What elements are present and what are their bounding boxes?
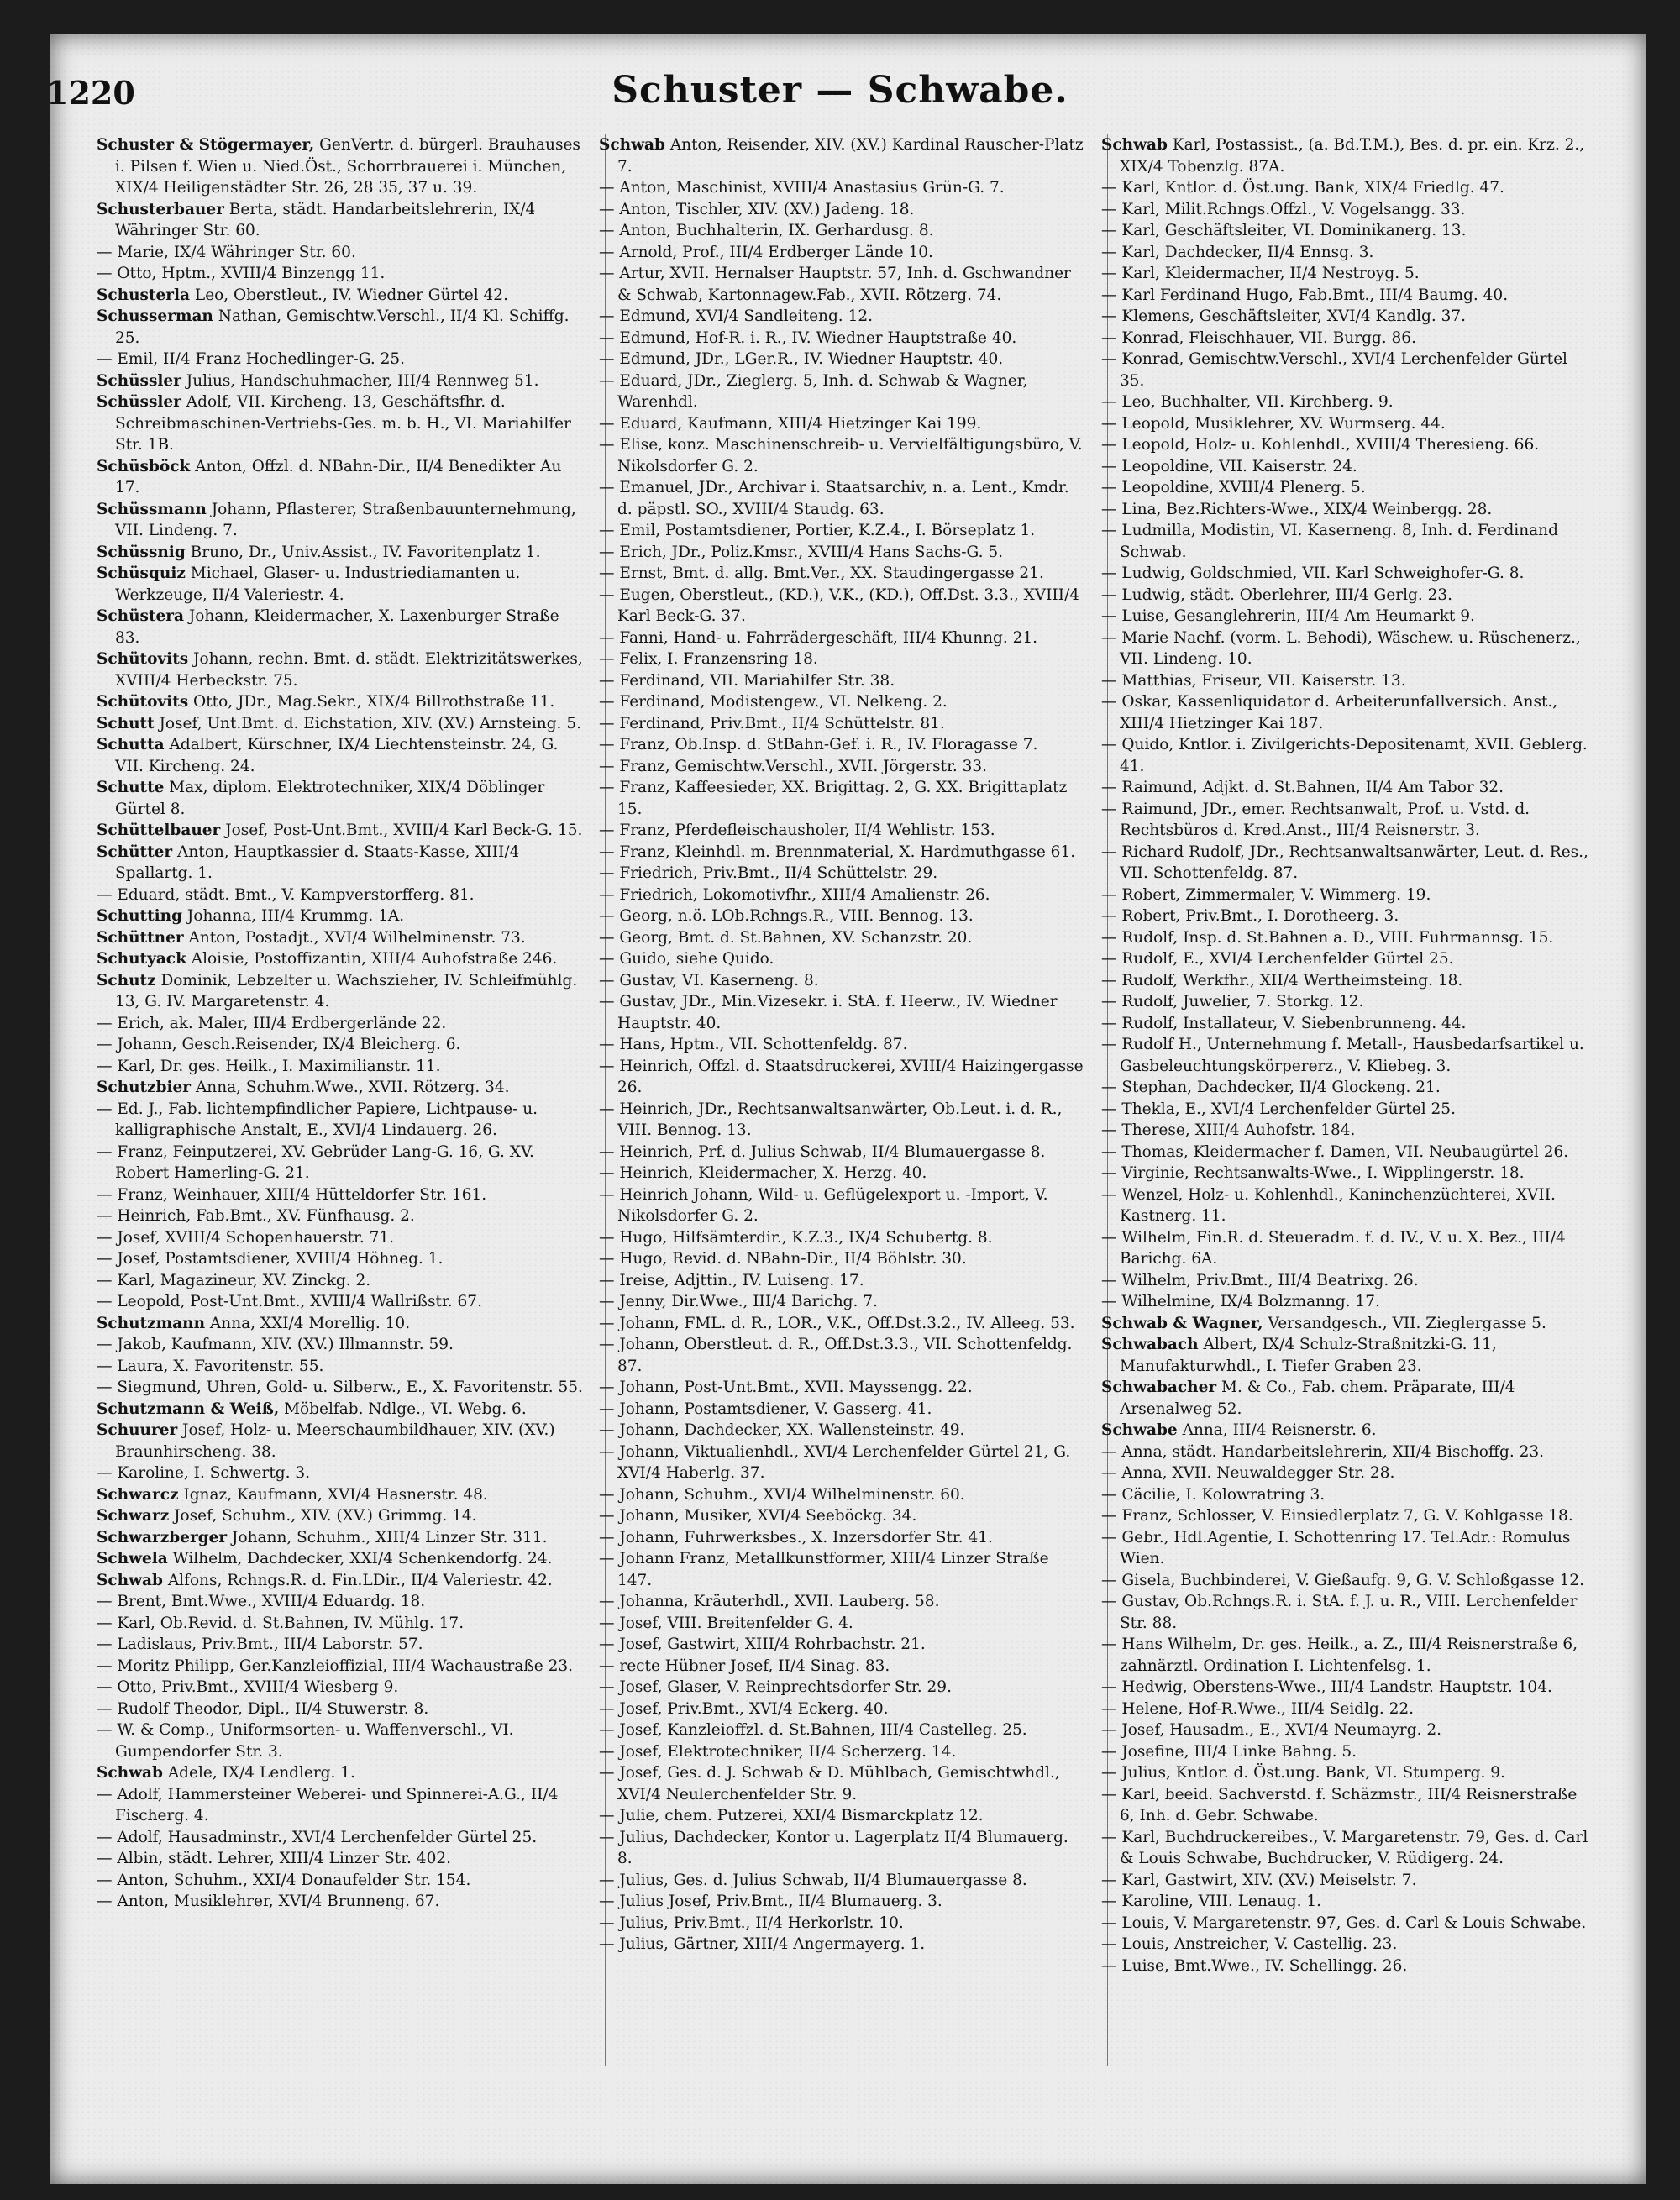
directory-entry: Schutt Josef, Unt.Bmt. d. Eichstation, XIV. (XV.) Arnsteing. 5. (97, 714, 581, 732)
directory-entry: — Franz, Schlosser, V. Einsiedlerplatz 7, G. V. Kohlgasse 18. (1101, 1507, 1573, 1525)
directory-entry: — Karoline, VIII. Lenaug. 1. (1101, 1893, 1322, 1910)
running-head: Schuster — Schwabe. (612, 69, 1068, 112)
directory-entry: — Josef, Gastwirt, XIII/4 Rohrbachstr. 21. (599, 1636, 926, 1653)
directory-entry: Schutzmann & Weiß, Möbelfab. Ndlge., VI. Webg. 6. (97, 1399, 527, 1418)
directory-entry: — Ireise, Adjttin., IV. Luiseng. 17. (599, 1271, 864, 1289)
directory-entry: Schüsquiz Michael, Glaser- u. Industriediamanten u. Werkzeuge, II/4 Valeriestr. 4. (97, 564, 521, 604)
directory-entry: — Robert, Priv.Bmt., I. Dorotheerg. 3. (1101, 907, 1399, 925)
directory-entry: — Hans, Hptm., VII. Schottenfeldg. 87. (599, 1036, 908, 1053)
directory-entry: — Wilhelmine, IX/4 Bolzmanng. 17. (1101, 1293, 1380, 1310)
directory-entry: Schutzbier Anna, Schuhm.Wwe., XVII. Rötzerg. 34. (97, 1079, 510, 1096)
directory-entry: — Louis, V. Margaretenstr. 97, Ges. d. Carl & Louis Schwabe. (1101, 1914, 1587, 1932)
directory-entry: — Anna, städt. Handarbeitslehrerin, XII/4 Bischoffg. 23. (1101, 1442, 1545, 1461)
directory-entry: Schwabe Anna, III/4 Reisnerstr. 6. (1101, 1421, 1377, 1439)
directory-entry: — Julius Josef, Priv.Bmt., II/4 Blumauerg. 3. (599, 1893, 942, 1910)
directory-entry: Schutte Max, diplom. Elektrotechniker, XIX/4 Döblinger Gürtel 8. (97, 779, 545, 818)
directory-entry: — Artur, XVII. Hernalser Hauptstr. 57, Inh. d. Gschwandner & Schwab, Kartonnagew.Fab., XVII. Rötzerg. 74. (599, 265, 1071, 304)
directory-entry: — Therese, XIII/4 Auhofstr. 184. (1101, 1121, 1356, 1139)
directory-entry: — Josef, Hausadm., E., XVI/4 Neumayrg. 2. (1101, 1721, 1441, 1739)
directory-entry: — Hugo, Hilfsämterdir., K.Z.3., IX/4 Schubertg. 8. (599, 1228, 993, 1247)
directory-entry: — Siegmund, Uhren, Gold- u. Silberw., E., X. Favoritenstr. 55. (97, 1378, 583, 1396)
directory-entry: — Julie, chem. Putzerei, XXI/4 Bismarckplatz 12. (599, 1807, 984, 1825)
directory-entry: Schutta Adalbert, Kürschner, IX/4 Liechtensteinstr. 24, G. VII. Kircheng. 24. (97, 736, 559, 775)
directory-entry: — Laura, X. Favoritenstr. 55. (97, 1357, 324, 1375)
directory-entry: — Robert, Zimmermaler, V. Wimmerg. 19. (1101, 885, 1431, 904)
directory-entry: — Erich, ak. Maler, III/4 Erdbergerlände 22. (97, 1014, 447, 1032)
directory-entry: — Johann, Post-Unt.Bmt., XVII. Mayssengg. 22. (599, 1378, 973, 1396)
directory-entry: — Josef, Ges. d. J. Schwab & D. Mühlbach, Gemischtwhdl., XVI/4 Neulerchenfelder Str. 9. (599, 1764, 1060, 1804)
directory-entry: — Edmund, Hof-R. i. R., IV. Wiedner Hauptstraße 40. (599, 328, 1017, 347)
directory-entry: — Karoline, I. Schwertg. 3. (97, 1464, 311, 1482)
directory-entry: — Virginie, Rechtsanwalts-Wwe., I. Wipplingerstr. 18. (1101, 1164, 1525, 1182)
directory-entry: Schwab & Wagner, Versandgesch., VII. Zieglergasse 5. (1101, 1314, 1546, 1332)
directory-entry: — Franz, Ob.Insp. d. StBahn-Gef. i. R., IV. Floragasse 7. (599, 736, 1038, 753)
directory-entry: — Konrad, Gemischtw.Verschl., XVI/4 Lerchenfelder Gürtel 35. (1101, 350, 1567, 390)
directory-entry: — Anton, Maschinist, XVIII/4 Anastasius Grün-G. 7. (599, 179, 1005, 197)
directory-entry: — Franz, Gemischtw.Verschl., XVII. Jörgerstr. 33. (599, 757, 988, 775)
directory-entry: Schwab Alfons, Rchngs.R. d. Fin.LDir., II/4 Valeriestr. 42. (97, 1571, 553, 1589)
directory-entry: — Heinrich, JDr., Rechtsanwaltsanwärter, Ob.Leut. i. d. R., VIII. Bennog. 13. (599, 1100, 1063, 1139)
directory-entry: — Johann, Schuhm., XVI/4 Wilhelminenstr. 60. (599, 1485, 965, 1504)
directory-entry: Schüssmann Johann, Pflasterer, Straßenbauunternehmung, VII. Lindeng. 7. (97, 500, 576, 539)
directory-entry: — Felix, I. Franzensring 18. (599, 650, 818, 668)
directory-entry: — Leopoldine, VII. Kaiserstr. 24. (1101, 457, 1357, 475)
directory-entry: — Jenny, Dir.Wwe., III/4 Barichg. 7. (599, 1293, 878, 1310)
directory-entry: Schwab Adele, IX/4 Lendlerg. 1. (97, 1764, 355, 1782)
directory-entry: — Eduard, Kaufmann, XIII/4 Hietzinger Kai 199. (599, 414, 982, 433)
directory-entry: — Leopold, Musiklehrer, XV. Wurmserg. 44. (1101, 414, 1446, 433)
directory-entry: — Luise, Bmt.Wwe., IV. Schellingg. 26. (1101, 1956, 1408, 1975)
directory-entry: Schutting Johanna, III/4 Krummg. 1A. (97, 907, 405, 925)
directory-entry: Schüssler Adolf, VII. Kircheng. 13, Geschäftsfhr. d. Schreibmaschinen-Vertriebs-Ges. m. b. H., VI. Mariahilfer Str. 1B. (97, 393, 571, 454)
directory-entry: — Rudolf H., Unternehmung f. Metall-, Hausbedarfsartikel u. Gasbeleuchtungskörpererz., V. Kliebeg. 3. (1101, 1036, 1584, 1075)
directory-entry: Schütter Anton, Hauptkassier d. Staats-Kasse, XIII/4 Spallartg. 1. (97, 843, 520, 882)
directory-entry: — Louis, Anstreicher, V. Castellig. 23. (1101, 1935, 1398, 1953)
directory-entry: — Erich, JDr., Poliz.Kmsr., XVIII/4 Hans Sachs-G. 5. (599, 543, 1004, 561)
directory-entry: — Arnold, Prof., III/4 Erdberger Lände 10. (599, 243, 933, 261)
directory-entry: — Richard Rudolf, JDr., Rechtsanwaltsanwärter, Leut. d. Res., VII. Schottenfeldg. 87. (1101, 843, 1588, 882)
directory-entry: — Karl, Buchdruckereibes., V. Margaretenstr. 79, Ges. d. Carl & Louis Schwabe, Buchdrucker, V. Rüdigerg. 24. (1101, 1828, 1588, 1867)
directory-entry: Schutyack Aloisie, Postoffizantin, XIII/4 Auhofstraße 246. (97, 950, 558, 968)
directory-entry: — Julius, Kntlor. d. Öst.ung. Bank, VI. Stumperg. 9. (1101, 1764, 1505, 1782)
directory-entry: — Franz, Kaffeesieder, XX. Brigittag. 2, G. XX. Brigittaplatz 15. (599, 779, 1068, 818)
directory-entry: — Fanni, Hand- u. Fahrrädergeschäft, III/4 Khunng. 21. (599, 628, 1038, 647)
directory-entry: — Anton, Schuhm., XXI/4 Donaufelder Str. 154. (97, 1871, 471, 1889)
directory-entry: — Emanuel, JDr., Archivar i. Staatsarchiv, n. a. Lent., Kmdr. d. päpstl. SO., XVIII/4 Staudg. 63. (599, 479, 1069, 518)
directory-entry: — Heinrich, Kleidermacher, X. Herzg. 40. (599, 1164, 927, 1182)
directory-entry: — Georg, n.ö. LOb.Rchngs.R., VIII. Bennog. 13. (599, 907, 974, 925)
directory-entry: — Karl, Ob.Revid. d. St.Bahnen, IV. Mühlg. 17. (97, 1614, 465, 1632)
directory-entry: — Adolf, Hammersteiner Weberei- und Spinnerei-A.G., II/4 Fischerg. 4. (97, 1785, 559, 1825)
directory-entry: Schüttelbauer Josef, Post-Unt.Bmt., XVIII/4 Karl Beck-G. 15. (97, 822, 583, 839)
directory-entry: — Anton, Buchhalterin, IX. Gerhardusg. 8. (599, 222, 934, 239)
directory-entry: Schuster & Stögermayer, GenVertr. d. bürgerl. Brauhauses i. Pilsen f. Wien u. Nied.Öst., Schorrbrauerei i. München, XIX/4 Heiligenstädter Str. 26, 28 35, 37 u. 39. (97, 136, 580, 197)
directory-entry: — Helene, Hof-R.Wwe., III/4 Seidlg. 22. (1101, 1699, 1415, 1718)
directory-entry: — Josef, XVIII/4 Schopenhauerstr. 71. (97, 1228, 395, 1247)
directory-entry: — Johann, Oberstleut. d. R., Off.Dst.3.3., VII. Schottenfeldg. 87. (599, 1336, 1073, 1375)
directory-entry: Schwela Wilhelm, Dachdecker, XXI/4 Schenkendorfg. 24. (97, 1550, 553, 1567)
directory-entry: — Josefine, III/4 Linke Bahng. 5. (1101, 1742, 1357, 1761)
directory-entry: Schwab Anton, Reisender, XIV. (XV.) Kardinal Rauscher-Platz 7. (599, 136, 1084, 176)
directory-entry: — Hedwig, Oberstens-Wwe., III/4 Landstr. Hauptstr. 104. (1101, 1678, 1552, 1696)
directory-entry: — Friedrich, Lokomotivfhr., XIII/4 Amalienstr. 26. (599, 885, 990, 904)
directory-entry: — Ludwig, Goldschmied, VII. Karl Schweighofer-G. 8. (1101, 564, 1525, 582)
directory-entry: — Gebr., Hdl.Agentie, I. Schottenring 17. Tel.Adr.: Romulus Wien. (1101, 1528, 1571, 1567)
directory-entry: — Eduard, JDr., Zieglerg. 5, Inh. d. Schwab & Wagner, Warenhdl. (599, 371, 1028, 411)
directory-entry: — Marie, IX/4 Währinger Str. 60. (97, 243, 356, 261)
directory-entry: — Leopoldine, XVIII/4 Plenerg. 5. (1101, 479, 1366, 496)
directory-entry: — Emil, Postamtsdiener, Portier, K.Z.4., I. Börseplatz 1. (599, 522, 1036, 539)
directory-entry: Schüstera Johann, Kleidermacher, X. Laxenburger Straße 83. (97, 607, 559, 647)
directory-entry: — Ed. J., Fab. lichtempfindlicher Papiere, Lichtpause- u. kalligraphische Anstalt, E., XVI/4 Lindauerg. 26. (97, 1100, 538, 1139)
directory-entry: — Leopold, Holz- u. Kohlenhdl., XVIII/4 Theresieng. 66. (1101, 436, 1540, 454)
directory-entry: — Albin, städt. Lehrer, XIII/4 Linzer Str. 402. (97, 1850, 451, 1867)
directory-entry: — Johanna, Kräuterhdl., XVII. Lauberg. 58. (599, 1593, 940, 1610)
directory-entry: — Leopold, Post-Unt.Bmt., XVIII/4 Wallrißstr. 67. (97, 1293, 482, 1310)
directory-entry: — Heinrich, Offzl. d. Staatsdruckerei, XVIII/4 Haizingergasse 26. (599, 1057, 1084, 1096)
directory-entry: — Heinrich, Prf. d. Julius Schwab, II/4 Blumauergasse 8. (599, 1142, 1046, 1161)
directory-entry: — Rudolf Theodor, Dipl., II/4 Stuwerstr. 8. (97, 1699, 429, 1718)
directory-entry: — Ludmilla, Modistin, VI. Kaserneng. 8, Inh. d. Ferdinand Schwab. (1101, 522, 1558, 561)
directory-entry: — Luise, Gesanglehrerin, III/4 Am Heumarkt 9. (1101, 607, 1475, 625)
directory-entry: — Raimund, Adjkt. d. St.Bahnen, II/4 Am Tabor 32. (1101, 779, 1504, 796)
directory-entry: — Otto, Priv.Bmt., XVIII/4 Wiesberg 9. (97, 1678, 399, 1696)
directory-entry: — Stephan, Dachdecker, II/4 Glockeng. 21. (1101, 1079, 1441, 1096)
directory-entry: — Johann, Fuhrwerksbes., X. Inzersdorfer Str. 41. (599, 1528, 993, 1546)
directory-entry: — Lina, Bez.Richters-Wwe., XIX/4 Weinbergg. 28. (1101, 500, 1493, 518)
directory-entry: — Guido, siehe Quido. (599, 950, 774, 968)
directory-entry: — Gustav, Ob.Rchngs.R. i. StA. f. J. u. R., VIII. Lerchenfelder Str. 88. (1101, 1593, 1578, 1632)
directory-entry: — Ferdinand, Priv.Bmt., II/4 Schüttelstr. 81. (599, 714, 945, 732)
directory-entry: Schütovits Johann, rechn. Bmt. d. städt. Elektrizitätswerkes, XVIII/4 Herbeckstr. 75. (97, 650, 583, 690)
directory-entry: — Karl, Geschäftsleiter, VI. Dominikanerg. 13. (1101, 222, 1467, 239)
directory-entry: Schutzmann Anna, XXI/4 Morellig. 10. (97, 1314, 411, 1332)
directory-entry: — Rudolf, E., XVI/4 Lerchenfelder Gürtel 25. (1101, 950, 1454, 968)
directory-entry: Schwarcz Ignaz, Kaufmann, XVI/4 Hasnerstr. 48. (97, 1485, 488, 1504)
directory-entry: — Ferdinand, VII. Mariahilfer Str. 38. (599, 671, 895, 690)
directory-entry: Schüssnig Bruno, Dr., Univ.Assist., IV. Favoritenplatz 1. (97, 543, 541, 561)
directory-entry: — Cäcilie, I. Kolowratring 3. (1101, 1485, 1326, 1504)
directory-entry: Schütovits Otto, JDr., Mag.Sekr., XIX/4 Billrothstraße 11. (97, 693, 555, 711)
directory-entry: — recte Hübner Josef, II/4 Sinag. 83. (599, 1657, 890, 1675)
directory-entry: — Wenzel, Holz- u. Kohlenhdl., Kaninchenzüchterei, XVII. Kastnerg. 11. (1101, 1185, 1556, 1225)
directory-entry: — Johann, Gesch.Reisender, IX/4 Bleicherg. 6. (97, 1036, 461, 1053)
directory-entry: Schwarzberger Johann, Schuhm., XIII/4 Linzer Str. 311. (97, 1528, 548, 1546)
directory-entry: — Adolf, Hausadminstr., XVI/4 Lerchenfelder Gürtel 25. (97, 1828, 538, 1846)
directory-entry: — Josef, Glaser, V. Reinprechtsdorfer Str. 29. (599, 1678, 952, 1696)
directory-entry: Schusterbauer Berta, städt. Handarbeitslehrerin, IX/4 Währinger Str. 60. (97, 200, 536, 239)
directory-entry: — Rudolf, Werkfhr., XII/4 Wertheimsteing. 18. (1101, 971, 1463, 990)
directory-entry: Schusterla Leo, Oberstleut., IV. Wiedner Gürtel 42. (97, 286, 508, 304)
directory-entry: — Anna, XVII. Neuwaldegger Str. 28. (1101, 1464, 1395, 1482)
directory-entry: — Moritz Philipp, Ger.Kanzleioffizial, III/4 Wachaustraße 23. (97, 1657, 573, 1675)
directory-entry: — Ladislaus, Priv.Bmt., III/4 Laborstr. 57. (97, 1636, 423, 1653)
directory-entry: — Elise, konz. Maschinenschreib- u. Vervielfältigungsbüro, V. Nikolsdorfer G. 2. (599, 436, 1083, 475)
directory-entry: Schüsböck Anton, Offzl. d. NBahn-Dir., II/4 Benedikter Au 17. (97, 457, 562, 496)
directory-entry: — Rudolf, Installateur, V. Siebenbrunneng. 44. (1101, 1014, 1467, 1032)
directory-entry: — Josef, Priv.Bmt., XVI/4 Eckerg. 40. (599, 1699, 889, 1718)
directory-entry: — Karl, Gastwirt, XIV. (XV.) Meiselstr. 7. (1101, 1871, 1417, 1889)
directory-entry: Schüttner Anton, Postadjt., XVI/4 Wilhelminenstr. 73. (97, 928, 526, 947)
directory-entry: — Ernst, Bmt. d. allg. Bmt.Ver., XX. Staudingergasse 21. (599, 564, 1044, 582)
directory-entry: Schwabach Albert, IX/4 Schulz-Straßnitzki-G. 11, Manufakturwhdl., I. Tiefer Graben 23. (1101, 1336, 1497, 1375)
column-3 (1101, 134, 1588, 2150)
directory-entry: — Quido, Kntlor. i. Zivilgerichts-Depositenamt, XVII. Geblerg. 41. (1101, 736, 1588, 775)
directory-entry: — Rudolf, Juwelier, 7. Storkg. 12. (1101, 993, 1364, 1011)
directory-entry: — Thomas, Kleidermacher f. Damen, VII. Neubaugürtel 26. (1101, 1142, 1569, 1161)
directory-entry: — Oskar, Kassenliquidator d. Arbeiterunfallversich. Anst., XIII/4 Hietzinger Kai 187. (1101, 693, 1558, 732)
directory-entry: — Karl, Kleidermacher, II/4 Nestroyg. 5. (1101, 265, 1420, 282)
directory-entry: — Marie Nachf. (vorm. L. Behodi), Wäschew. u. Rüschenerz., VII. Lindeng. 10. (1101, 628, 1581, 668)
directory-entry: — Edmund, JDr., LGer.R., IV. Wiedner Hauptstr. 40. (599, 350, 1004, 368)
directory-entry: — Johann, Musiker, XVI/4 Seeböckg. 34. (599, 1507, 917, 1525)
directory-entry: — Eugen, Oberstleut., (KD.), V.K., (KD.), Off.Dst. 3.3., XVIII/4 Karl Beck-G. 37. (599, 585, 1080, 625)
directory-entry: — Otto, Hptm., XVIII/4 Binzengg 11. (97, 265, 386, 282)
directory-entry: — Leo, Buchhalter, VII. Kirchberg. 9. (1101, 393, 1394, 411)
directory-entry: — Wilhelm, Priv.Bmt., III/4 Beatrixg. 26. (1101, 1271, 1419, 1289)
directory-entry: — Johann, Viktualienhdl., XVI/4 Lerchenfelder Gürtel 21, G. XVI/4 Haberlg. 37. (599, 1442, 1071, 1482)
directory-entry: Schwab Karl, Postassist., (a. Bd.T.M.), Bes. d. pr. ein. Krz. 2., XIX/4 Tobenzlg. 87A. (1101, 136, 1585, 176)
directory-entry: — Konrad, Fleischhauer, VII. Burgg. 86. (1101, 328, 1416, 347)
directory-entry: — Heinrich Johann, Wild- u. Geflügelexport u. -Import, V. Nikolsdorfer G. 2. (599, 1185, 1048, 1225)
directory-entry: — Emil, II/4 Franz Hochedlinger-G. 25. (97, 350, 406, 368)
directory-entry: — Raimund, JDr., emer. Rechtsanwalt, Prof. u. Vstd. d. Rechtsbüros d. Kred.Anst., III/4 Reisnerstr. 3. (1101, 800, 1530, 839)
directory-entry: — Matthias, Friseur, VII. Kaiserstr. 13. (1101, 671, 1406, 690)
directory-entry: — Franz, Weinhauer, XIII/4 Hütteldorfer Str. 161. (97, 1185, 487, 1204)
directory-entry: — Ferdinand, Modistengew., VI. Nelkeng. 2. (599, 693, 948, 711)
directory-entry: — Karl, beeid. Sachverstd. f. Schäzmstr., III/4 Reisnerstraße 6, Inh. d. Gebr. Schwabe. (1101, 1785, 1578, 1825)
directory-entry: — Thekla, E., XVI/4 Lerchenfelder Gürtel 25. (1101, 1100, 1456, 1118)
directory-entry: — Jakob, Kaufmann, XIV. (XV.) Illmannstr. 59. (97, 1336, 454, 1353)
directory-entry: — Karl, Kntlor. d. Öst.ung. Bank, XIX/4 Friedlg. 47. (1101, 179, 1504, 197)
directory-entry: — Johann, Postamtsdiener, V. Gasserg. 41. (599, 1399, 932, 1418)
directory-entry: Schüssler Julius, Handschuhmacher, III/4 Rennweg 51. (97, 371, 539, 390)
directory-entry: — Gisela, Buchbinderei, V. Gießaufg. 9, G. V. Schloßgasse 12. (1101, 1571, 1584, 1589)
directory-entry: — Julius, Gärtner, XIII/4 Angermayerg. 1. (599, 1935, 926, 1953)
directory-entry: Schutz Dominik, Lebzelter u. Wachszieher, IV. Schleifmühlg. 13, G. IV. Margaretenstr. 4. (97, 971, 578, 1011)
directory-entry: Schusserman Nathan, Gemischtw.Verschl., II/4 Kl. Schiffg. 25. (97, 307, 570, 347)
directory-entry: — Friedrich, Priv.Bmt., II/4 Schüttelstr. 29. (599, 864, 938, 882)
directory-entry: — Georg, Bmt. d. St.Bahnen, XV. Schanzstr. 20. (599, 928, 973, 947)
directory-entry: — Josef, Postamtsdiener, XVIII/4 Höhneg. 1. (97, 1250, 444, 1268)
directory-entry: — Julius, Ges. d. Julius Schwab, II/4 Blumauergasse 8. (599, 1871, 1027, 1889)
directory-entry: — Karl, Magazineur, XV. Zinckg. 2. (97, 1271, 371, 1289)
directory-entry: — Brent, Bmt.Wwe., XVIII/4 Eduardg. 18. (97, 1593, 426, 1610)
directory-entry: — Julius, Priv.Bmt., II/4 Herkorlstr. 10. (599, 1914, 904, 1932)
directory-entry: — Josef, Kanzleioffzl. d. St.Bahnen, III/4 Castelleg. 25. (599, 1721, 1027, 1739)
directory-entry: — Ludwig, städt. Oberlehrer, III/4 Gerlg. 23. (1101, 585, 1453, 604)
directory-entry: — Josef, VIII. Breitenfelder G. 4. (599, 1614, 853, 1632)
directory-entry: — W. & Comp., Uniformsorten- u. Waffenverschl., VI. Gumpendorfer Str. 3. (97, 1721, 514, 1761)
directory-entry: — Klemens, Geschäftsleiter, XVI/4 Kandlg. 37. (1101, 307, 1467, 325)
directory-entry: — Anton, Musiklehrer, XVI/4 Brunneng. 67. (97, 1893, 440, 1910)
directory-entry: — Franz, Kleinhdl. m. Brennmaterial, X. Hardmuthgasse 61. (599, 843, 1076, 861)
directory-entry: — Franz, Feinputzerei, XV. Gebrüder Lang-G. 16, G. XV. Robert Hamerling-G. 21. (97, 1142, 534, 1182)
directory-entry: — Franz, Pferdefleischausholer, II/4 Wehlistr. 153. (599, 822, 995, 839)
directory-entry: — Karl, Dachdecker, II/4 Ennsg. 3. (1101, 243, 1374, 261)
directory-entry: — Hans Wilhelm, Dr. ges. Heilk., a. Z., III/4 Reisnerstraße 6, zahnärztl. Ordination I. Lichtenfelsg. 1. (1101, 1636, 1578, 1675)
directory-entry: — Johann, FML. d. R., LOR., V.K., Off.Dst.3.2., IV. Alleeg. 53. (599, 1314, 1075, 1332)
page-number: 1220 (46, 74, 135, 112)
directory-entry: — Heinrich, Fab.Bmt., XV. Fünfhausg. 2. (97, 1207, 415, 1225)
directory-entry: Schuurer Josef, Holz- u. Meerschaumbildhauer, XIV. (XV.) Braunhirscheng. 38. (97, 1421, 555, 1461)
directory-entry: — Anton, Tischler, XIV. (XV.) Jadeng. 18. (599, 200, 915, 218)
directory-entry: — Julius, Dachdecker, Kontor u. Lagerplatz II/4 Blumauerg. 8. (599, 1828, 1068, 1867)
directory-entry: — Gustav, JDr., Min.Vizesekr. i. StA. f. Heerw., IV. Wiedner Hauptstr. 40. (599, 993, 1058, 1032)
columns (97, 134, 1613, 2150)
directory-entry: — Karl, Dr. ges. Heilk., I. Maximilianstr. 11. (97, 1057, 441, 1075)
column-2 (599, 134, 1086, 2150)
column-1 (97, 134, 584, 2150)
directory-entry: — Wilhelm, Fin.R. d. Steueradm. f. d. IV., V. u. X. Bez., III/4 Barichg. 6A. (1101, 1228, 1566, 1268)
directory-entry: — Karl, Milit.Rchngs.Offzl., V. Vogelsangg. 33. (1101, 200, 1466, 218)
directory-entry: — Gustav, VI. Kaserneng. 8. (599, 971, 819, 990)
directory-entry: — Eduard, städt. Bmt., V. Kampverstorfferg. 81. (97, 885, 475, 904)
directory-entry: — Edmund, XVI/4 Sandleiteng. 12. (599, 307, 873, 325)
directory-entry: — Hugo, Revid. d. NBahn-Dir., II/4 Böhlstr. 30. (599, 1250, 967, 1268)
directory-entry: — Rudolf, Insp. d. St.Bahnen a. D., VIII. Fuhrmannsg. 15. (1101, 928, 1554, 947)
directory-entry: Schwarz Josef, Schuhm., XIV. (XV.) Grimmg. 14. (97, 1507, 477, 1525)
directory-entry: — Johann Franz, Metallkunstformer, XIII/4 Linzer Straße 147. (599, 1550, 1049, 1589)
directory-entry: — Josef, Elektrotechniker, II/4 Scherzerg. 14. (599, 1742, 957, 1761)
directory-entry: Schwabacher M. & Co., Fab. chem. Präparate, III/4 Arsenalweg 52. (1101, 1378, 1515, 1418)
directory-entry: — Karl Ferdinand Hugo, Fab.Bmt., III/4 Baumg. 40. (1101, 286, 1509, 304)
directory-entry: — Johann, Dachdecker, XX. Wallensteinstr. 49. (599, 1421, 965, 1439)
